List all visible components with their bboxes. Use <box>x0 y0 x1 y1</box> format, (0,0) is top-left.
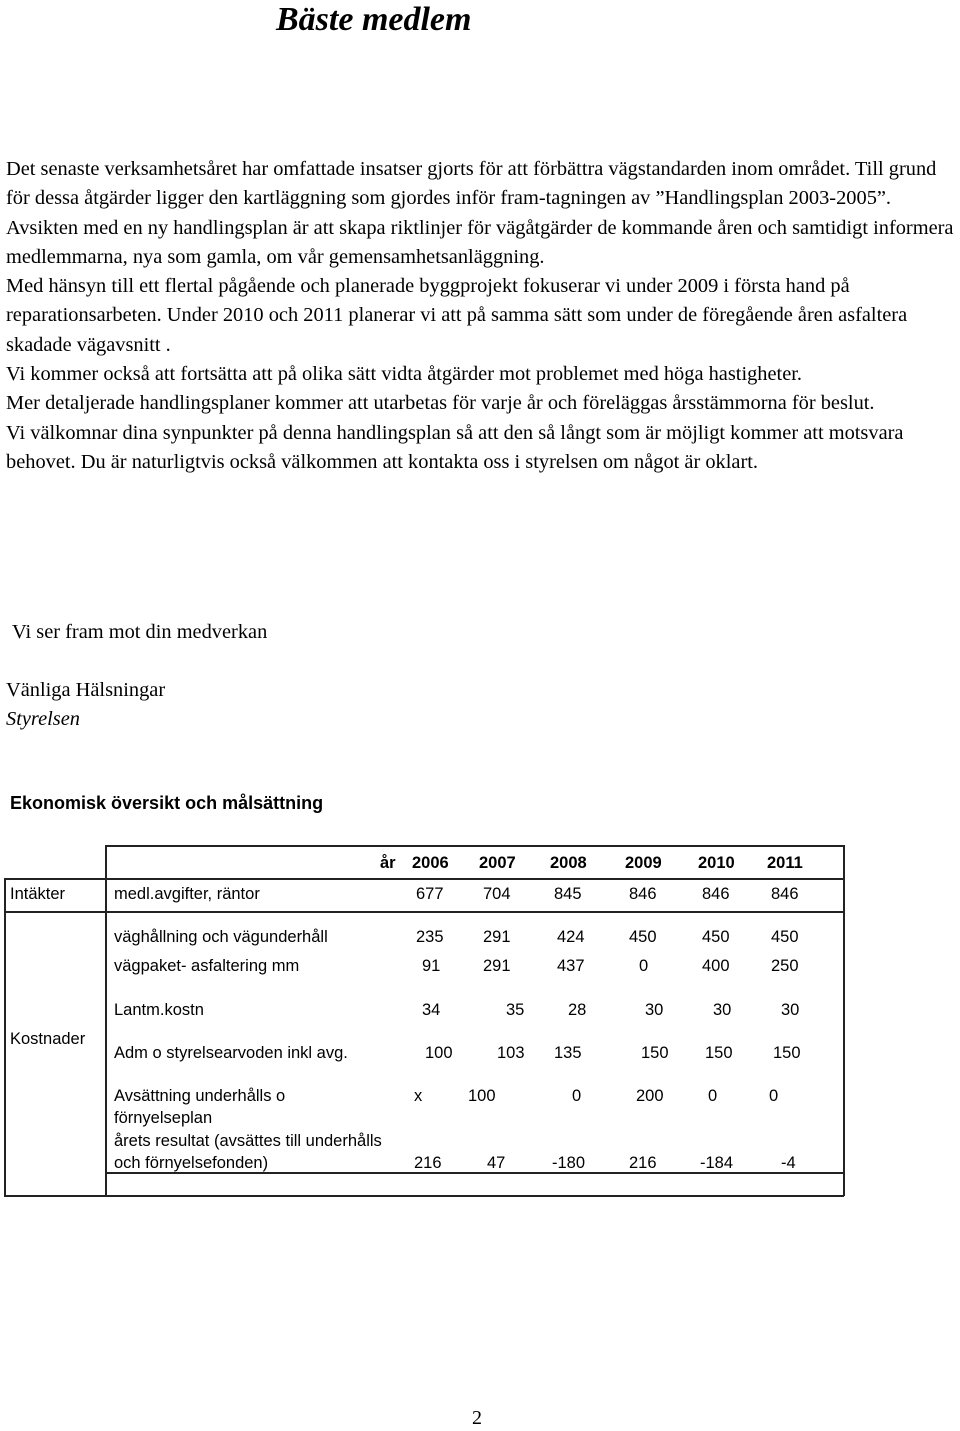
income-row-label: medl.avgifter, räntor <box>114 885 260 903</box>
greeting-line: Vänliga Hälsningar <box>6 679 166 701</box>
table-cell: 216 <box>629 1154 657 1172</box>
cost-row-label: Avsättning underhålls o förnyelseplan <box>114 1087 286 1127</box>
cost-row-label: Adm o styrelsearvoden inkl avg. <box>114 1044 348 1062</box>
year-header: 2010 <box>698 854 735 872</box>
year-header: 2007 <box>479 854 516 872</box>
table-cell: 100 <box>468 1087 496 1105</box>
year-header: 2008 <box>550 854 587 872</box>
table-cell: 704 <box>483 885 511 903</box>
body-paragraph-3: Vi kommer också att fortsätta att på olika sätt vidta åtgärder mot problemet med höga hastigheter. <box>6 363 803 386</box>
table-cell: 846 <box>702 885 730 903</box>
table-border-income <box>4 911 844 913</box>
table-cell: 846 <box>771 885 799 903</box>
table-cell: 846 <box>629 885 657 903</box>
year-header-label: år <box>380 854 396 872</box>
table-cell: 677 <box>416 885 444 903</box>
table-cell: 47 <box>487 1154 506 1172</box>
body-paragraph-5: Vi välkomnar dina synpunkter på denna handlingsplan så att den så långt som är möjligt kommer att motsvara behovet. Du är naturligtvis också välkommen att kontakta oss i styrelsen om något är oklart. <box>6 421 904 473</box>
table-cell: 291 <box>483 957 511 975</box>
result-row-label: årets resultat (avsättes till underhålls och förnyelsefonden) <box>114 1132 382 1172</box>
table-border-right <box>843 845 845 1196</box>
table-border-label <box>105 845 107 1196</box>
table-cell: 437 <box>557 957 585 975</box>
table-cell: 150 <box>705 1044 733 1062</box>
letter-body <box>6 155 956 477</box>
table-cell: 135 <box>554 1044 582 1062</box>
table-border-bottom <box>4 1195 844 1197</box>
table-cell: 100 <box>425 1044 453 1062</box>
letter-title: Bäste medlem <box>276 1 472 38</box>
body-paragraph-4: Mer detaljerade handlingsplaner kommer att utarbetas för varje år och föreläggas årsstämmorna för beslut. <box>6 392 875 415</box>
table-border-top <box>105 845 844 847</box>
income-label: Intäkter <box>10 885 66 903</box>
body-paragraph-1: Det senaste verksamhetsåret har omfattade insatser gjorts för att förbättra vägstandarden inom området. Till grund för dessa åtgärder ligger den kartläggning som gjordes inför fram-tagningen av ”Handlingsplan 2003-2005”. Avsikten med en ny handlingsplan är att skapa riktlinjer för vägåtgärder de kommande åren och samtidigt informera medlemmarna, nya som gamla, om vår gemensamhetsanläggning. <box>6 158 954 268</box>
table-cell: 424 <box>557 928 585 946</box>
table-cell: 30 <box>781 1001 800 1019</box>
table-cell: 150 <box>773 1044 801 1062</box>
table-cell: 34 <box>422 1001 441 1019</box>
table-cell: 35 <box>506 1001 525 1019</box>
table-cell: 250 <box>771 957 799 975</box>
page-number: 2 <box>472 1407 482 1429</box>
table-cell: 0 <box>708 1087 718 1105</box>
table-cell: 450 <box>629 928 657 946</box>
table-cell: 91 <box>422 957 441 975</box>
table-cell: 400 <box>702 957 730 975</box>
costs-label: Kostnader <box>10 1030 86 1048</box>
signature: Styrelsen <box>6 708 80 730</box>
table-cell: 216 <box>414 1154 442 1172</box>
table-cell: -184 <box>700 1154 734 1172</box>
table-cell: 235 <box>416 928 444 946</box>
table-cell: x <box>414 1087 423 1105</box>
section-heading: Ekonomisk översikt och målsättning <box>10 793 324 813</box>
table-cell: 30 <box>645 1001 664 1019</box>
year-header: 2006 <box>412 854 449 872</box>
cost-row-label: vägpaket- asfaltering mm <box>114 957 300 975</box>
economic-overview-table <box>4 845 844 1196</box>
table-cell: 0 <box>769 1087 779 1105</box>
table-cell: 150 <box>641 1044 669 1062</box>
table-border-header <box>4 878 844 880</box>
table-border-left <box>4 878 6 1196</box>
table-cell: -180 <box>552 1154 586 1172</box>
year-header: 2011 <box>767 854 803 872</box>
body-paragraph-2: Med hänsyn till ett flertal pågående och planerade byggprojekt fokuserar vi under 2009 i första hand på reparationsarbeten. Under 2010 och 2011 planerar vi att på samma sätt som under de föregående åren asfaltera skadade vägavsnitt . <box>6 275 908 356</box>
table-cell: 845 <box>554 885 582 903</box>
table-cell: 28 <box>568 1001 587 1019</box>
closing-line: Vi ser fram mot din medverkan <box>12 621 268 643</box>
table-cell: -4 <box>781 1154 796 1172</box>
year-header: 2009 <box>625 854 662 872</box>
table-cell: 200 <box>636 1087 664 1105</box>
table-cell: 450 <box>771 928 799 946</box>
table-cell: 30 <box>713 1001 732 1019</box>
table-cell: 0 <box>639 957 649 975</box>
cost-row-label: Lantm.kostn <box>114 1001 204 1019</box>
greeting-block <box>6 676 165 734</box>
table-cell: 103 <box>497 1044 525 1062</box>
cost-row-label: väghållning och vägunderhåll <box>114 928 328 946</box>
table-cell: 0 <box>572 1087 582 1105</box>
table-cell: 450 <box>702 928 730 946</box>
table-cell: 291 <box>483 928 511 946</box>
